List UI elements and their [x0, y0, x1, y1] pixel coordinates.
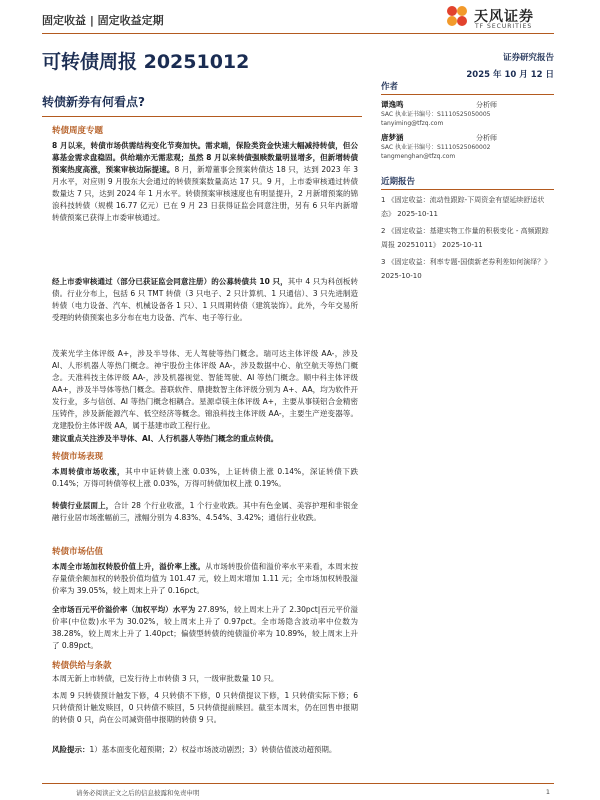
authors-divider: [381, 94, 554, 95]
author-role: 分析师: [476, 134, 497, 142]
logo-sub: TF SECURITIES: [475, 23, 533, 30]
author-email[interactable]: tanyiming@tfzq.com: [381, 120, 444, 127]
recent-divider: [381, 189, 554, 190]
header-divider: [42, 33, 554, 34]
paragraph-lead: 8 月以来，转债市场供需结构变化节奏加快。需求端，保险类资金快速大幅减持转债，但公募基金需求盘稳固。供给端亦无需悲观；虽然 8 月以来转债强赎数量明显增多，但新增转债预案热度高涨，预案审核边际提速。: [52, 141, 358, 174]
author-card: [381, 133, 554, 161]
paragraph: 本周 9 只转债预计触发下修，4 只转债不下修，0 只转债提议下修，1 只转债实际下修；6 只转债预计触发赎回，0 只转债不赎回，5 只转债提前赎回。截至本周末，仍在回售申报期的转债 0 只，尚在公司减资借申报期的转债 9 只。: [52, 691, 358, 724]
paragraph: [52, 466, 358, 490]
paragraph-text: 其中中证转债上涨 0.03%，上证转债上涨 0.14%，深证转债下跌 0.14%；万得可转债等权上涨 0.03%，万得可转债加权上涨 0.19%。: [52, 467, 359, 488]
paragraph-lead: 风险提示：: [52, 745, 90, 754]
recent-header: 近期报告: [381, 177, 416, 187]
recent-report-link[interactable]: 2 《固定收益：基建实物工作量的积极变化 - 高频跟踪周报 20251011》 2025-10-11: [381, 227, 549, 249]
section-heading: 转债市场估值: [52, 547, 104, 557]
logo: [446, 3, 556, 33]
paragraph: [52, 500, 358, 524]
logo-name: 天风证券: [474, 9, 534, 25]
author-sac: SAC 执业证书编号：S1110525060002: [381, 144, 491, 151]
section-heading: 转债市场表现: [52, 452, 104, 462]
logo-icon: [446, 5, 468, 27]
page-number: 1: [545, 788, 550, 796]
report-category: 固定收益 | 固定收益定期: [42, 14, 164, 27]
recent-report-link[interactable]: 3 《固定收益：利率专题-国债新老券利差如何演绎？》 2025-10-10: [381, 258, 552, 280]
risk-note: [52, 744, 358, 756]
author-card: [381, 100, 554, 128]
section-heading: 转债周度专题: [52, 126, 104, 136]
recent-report-link[interactable]: 1 《固定收益：流动性跟踪-下周资金有望延续舒适状态》 2025-10-11: [381, 196, 545, 218]
author-name: 谭逸鸣: [381, 100, 404, 109]
paragraph-lead: 本周转债市场收涨，: [52, 467, 126, 476]
paragraph: [52, 604, 358, 652]
paragraph: [52, 561, 358, 597]
footer-divider: [42, 783, 554, 784]
paragraph-lead: 转债行业层面上，: [52, 501, 114, 510]
paragraph-text: 8 月，新增董事会预案转债达 18 只，达到 2023 年 3 月水平，对应则 9 月股东大会通过的转债预案数量高达 17 只。9 月，上市委审核通过转债数量达 7 只，达到 2024 年 1 月水平。转债预案审核速度也有明显提升，2 月新增预案的锦浪科技转债（规模 16.77 亿元）已在 9 月 23 日获得证监会同意注册，另有 6 只年内新增转债预案已获得上市委审核通过。: [52, 165, 358, 222]
author-sac: SAC 执业证书编号：S1110525050005: [381, 111, 491, 118]
author-name: 唐梦涵: [381, 133, 404, 142]
author-email[interactable]: tangmenghan@tfzq.com: [381, 153, 456, 160]
author-role: 分析师: [476, 101, 497, 109]
page-title: 可转债周报 20251012: [42, 51, 250, 73]
paragraph: 茂莱光学主体评级 A+，涉及半导体、无人驾驶等热门概念。瑞可达主体评级 AA-，涉及 AI、人形机器人等热门概念。神宇股份主体评级 AA-，涉及数据中心、航空航天等热门概念。天准科技主体评级 AA-，涉及机器视觉、智能驾驶、AI 等热门概念。顺中科主体评级 AA+，涉及半导体等热门概念。普联软件、鼎捷数智主体评级分别为 A+、AA，均为软件开发行业，多与信创、AI 等热门概念相耦合。星源卓镁主体评级 A+，主要从事镁铝合金精密压铸件，涉及新能源汽车、低空经济等概念。锦浪科技主体评级 AA-，主要生产逆变器等。龙建股份主体评级 AA，属于基建市政工程行业。: [52, 349, 358, 430]
paragraph-lead: 建议重点关注涉及半导体、AI、人行机器人等热门概念的重点转债。: [52, 434, 279, 443]
paragraph: 本周无新上市转债，已发行待上市转债 3 只，一级审批数量 10 只。: [52, 674, 279, 683]
paragraph: [52, 433, 358, 445]
paragraph-lead: 全市场百元平价溢价率（加权平均）水平为: [52, 605, 196, 614]
paragraph-lead: 本周全市场加权转股价值上升，溢价率上涨。: [52, 562, 206, 571]
paragraph-text: 27.89%，较上周末上升了 2.30pct|百元平价溢价率(中位数)水平为 30.02%，较上周末上升了 0.97pct。全市场隐含波动率中位数为 38.28%，较上周末上升了 1.40pct；偏债型转债的纯债溢价率为 10.89%，较上周末上升了 0.89pct。: [52, 605, 358, 650]
paragraph-lead: 经上市委审核通过（部分已获证监会同意注册）的公募转债共 10 只，: [52, 277, 288, 286]
section-heading: 转债供给与条款: [52, 661, 112, 671]
paragraph: [52, 140, 358, 224]
report-date: 2025 年 10 月 12 日: [466, 70, 554, 80]
report-type: 证券研究报告: [502, 53, 554, 63]
disclaimer-link[interactable]: 请务必阅读正文之后的信息披露和免责申明: [76, 789, 200, 797]
paragraph-text: 合计 28 个行业收涨，1 个行业收跌。其中有色金属、美容护理和非银金融行业居市场涨幅前三，涨幅分别为 4.83%、4.54%、3.42%；通信行业收跌。: [52, 501, 359, 522]
title-divider: [42, 116, 362, 117]
sidebar: [381, 80, 554, 283]
paragraph: [52, 276, 358, 324]
paragraph-text: 其中 4 只为科创板转债。行业分布上，包括 6 只 TMT 转债（3 只电子、2 只计算机、1 只通信）、3 只先进制造转债（电力设备、汽车、机械设备各 1 只）、1 只周期转债（建筑装饰）。此外，今年交易所受理的转债预案也多分布在电力设备、汽车、电子等行业。: [52, 277, 358, 322]
recent-reports: [381, 175, 554, 283]
paragraph-text: 1）基本面变化超预期；2）权益市场波动剧烈；3）转债估值波动超预期。: [89, 745, 337, 754]
page-subtitle: 转债新券有何看点?: [42, 95, 145, 109]
paragraph-text: 从市场转股价值和溢价率水平来看，本周末按存量债余额加权的转股价值均值为 101.47 元，较上周末增加 1.11 元；全市场加权转股溢价率为 39.05%，较上周末上升了 0.16pct。: [52, 562, 359, 595]
authors-header: 作者: [381, 82, 399, 92]
